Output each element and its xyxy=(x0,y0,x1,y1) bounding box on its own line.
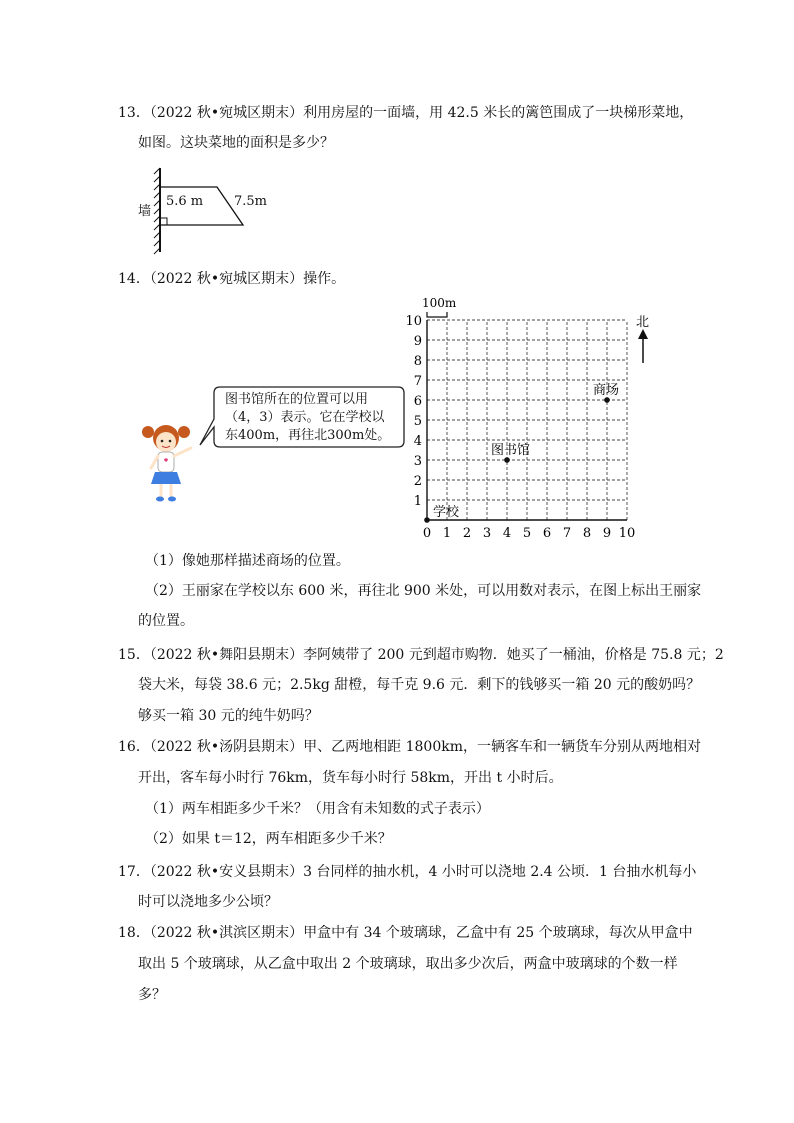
x-tick-label: 4 xyxy=(502,526,512,541)
q16-text-line1: 16．（2022 秋•汤阴县期末）甲、乙两地相距 1800km，一辆客车和一辆货车分别从两地相对 xyxy=(118,739,701,755)
q13-trapezoid-figure xyxy=(130,160,290,260)
q17-text-line1: 17．（2022 秋•安义县期末）3 台同样的抽水机，4 小时可以浇地 2.4 公顷．1 台抽水机每小 xyxy=(118,864,697,880)
dim-7-5m: 7.5m xyxy=(234,194,268,209)
grid-point-label: 商场 xyxy=(593,383,620,398)
y-tick-label: 3 xyxy=(413,454,422,469)
q15-text-line3: 够买一箱 30 元的纯牛奶吗？ xyxy=(138,708,319,724)
y-tick-label: 1 xyxy=(413,494,422,509)
y-tick-label: 5 xyxy=(413,414,422,429)
girl-illustration xyxy=(135,420,197,505)
q16-text-line2: 开出，客车每小时行 76km，货车每小时行 58km，开出 t 小时后。 xyxy=(138,770,563,786)
x-tick-label: 10 xyxy=(618,526,636,541)
q14-sub2-line2: 的位置。 xyxy=(138,613,194,629)
north-arrow-head xyxy=(638,329,648,339)
q18-text-line3: 多？ xyxy=(138,987,166,1003)
speech-bubble-text: 图书馆所在的位置可以用（4，3）表示。它在学校以东400m，再往北300m处。 xyxy=(225,392,391,443)
north-label: 北 xyxy=(636,315,650,330)
q14-sub2-line1: （2）王丽家在学校以东 600 米，再往北 900 米处，可以用数对表示，在图上标出王丽家 xyxy=(145,583,702,599)
q16-sub1: （1）两车相距多少千米？（用含有未知数的式子表示） xyxy=(145,801,490,817)
right-angle-mark xyxy=(160,218,167,225)
wall-label: 墙 xyxy=(138,204,152,219)
coordinate-grid xyxy=(400,295,660,550)
x-tick-label: 1 xyxy=(442,526,452,541)
q15-text-line1: 15．（2022 秋•舞阳县期末）李阿姨带了 200 元到超市购物．她买了一桶油，价格是 75.8 元；2 xyxy=(118,647,724,663)
grid-point xyxy=(424,517,430,523)
grid-point xyxy=(504,457,510,463)
q18-text-line1: 18．（2022 秋•淇滨区期末）甲盒中有 34 个玻璃球，乙盒中有 25 个玻璃球，每次从甲盒中 xyxy=(118,925,693,941)
grid-point-label: 图书馆 xyxy=(491,443,531,458)
grid-point-label: 学校 xyxy=(433,505,460,520)
q16-sub2: （2）如果 t＝12，两车相距多少千米？ xyxy=(145,831,392,847)
x-tick-label: 3 xyxy=(482,526,492,541)
q14-sub1: （1）像她那样描述商场的位置。 xyxy=(145,553,350,569)
y-tick-label: 4 xyxy=(413,434,422,449)
grid-point xyxy=(604,397,610,403)
scale-label: 100m xyxy=(422,296,457,310)
x-tick-label: 5 xyxy=(522,526,532,541)
x-tick-label: 2 xyxy=(462,526,472,541)
q13-text-line1: 13．（2022 秋•宛城区期末）利用房屋的一面墙，用 42.5 米长的篱笆围成了一块梯形菜地， xyxy=(118,105,694,121)
q15-text-line2: 袋大米，每袋 38.6 元；2.5kg 甜橙，每千克 9.6 元．剩下的钱够买一箱 20 元的酸奶吗？ xyxy=(138,677,701,693)
x-tick-label: 9 xyxy=(602,526,612,541)
y-tick-label: 2 xyxy=(413,474,422,489)
q13-text-line2: 如图。这块菜地的面积是多少？ xyxy=(138,135,334,151)
q14-text-line1: 14．（2022 秋•宛城区期末）操作。 xyxy=(118,271,346,287)
q17-text-line2: 时可以浇地多少公顷？ xyxy=(138,894,278,910)
x-tick-label: 0 xyxy=(422,526,432,541)
y-tick-label: 10 xyxy=(405,314,422,329)
x-tick-label: 8 xyxy=(582,526,592,541)
q18-text-line2: 取出 5 个玻璃球，从乙盒中取出 2 个玻璃球，取出多少次后，两盒中玻璃球的个数一样 xyxy=(138,956,678,972)
y-tick-label: 6 xyxy=(413,394,422,409)
dim-5-6m: 5.6 m xyxy=(166,194,204,209)
y-tick-label: 9 xyxy=(413,334,422,349)
y-tick-label: 7 xyxy=(413,374,422,389)
y-tick-label: 8 xyxy=(413,354,422,369)
x-tick-label: 7 xyxy=(562,526,572,541)
x-tick-label: 6 xyxy=(542,526,552,541)
scale-bracket xyxy=(427,312,447,317)
